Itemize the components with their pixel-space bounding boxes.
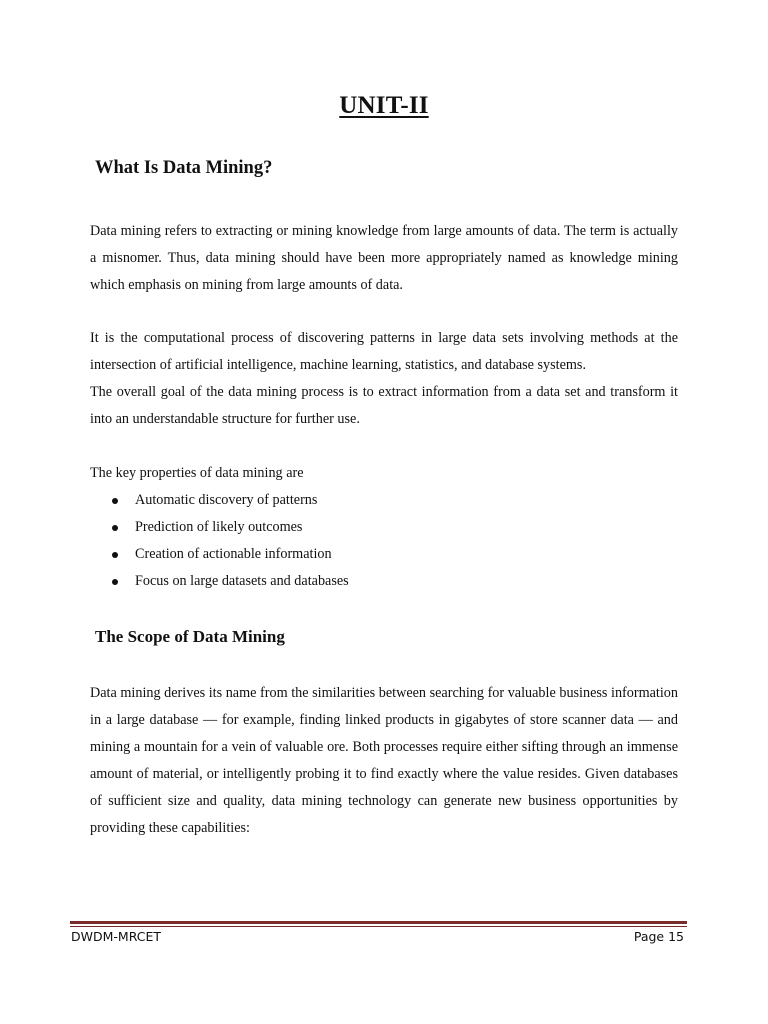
paragraph-key-properties-intro: The key properties of data mining are (90, 465, 304, 481)
list-item (110, 541, 349, 568)
footer-page-number: Page 15 (633, 929, 684, 944)
list-item-text: Focus on large datasets and databases (135, 573, 349, 589)
paragraph-computational-process: It is the computational process of discovering patterns in large data sets involving methods at the intersection of artificial intelligence, machine learning, statistics, and database systems. (90, 330, 678, 373)
footer-course-code: DWDM-MRCET (71, 929, 162, 944)
bullet-dot-icon (112, 579, 118, 585)
list-item-text: Automatic discovery of patterns (135, 492, 318, 508)
bullet-dot-icon (112, 552, 118, 558)
list-item (110, 568, 349, 595)
paragraph-definition: Data mining refers to extracting or mining knowledge from large amounts of data. The term is actually a misnomer. Thus, data mining should have been more appropriately named as knowledge mining which emphasis on mining from large amounts of data. (90, 223, 678, 293)
bullet-dot-icon (112, 498, 118, 504)
section-heading-what-is-data-mining: What Is Data Mining? (95, 158, 273, 178)
unit-title: UNIT-II (339, 92, 429, 119)
bullet-dot-icon (112, 525, 118, 531)
key-properties-list (110, 487, 349, 595)
section-heading-scope-of-data-mining: The Scope of Data Mining (95, 627, 285, 646)
list-item (110, 487, 349, 514)
list-item-text: Creation of actionable information (135, 546, 332, 562)
paragraph-overall-goal: The overall goal of the data mining process is to extract information from a data set and transform it into an understandable structure for further use. (90, 384, 678, 427)
footer-divider-thick (70, 921, 687, 924)
list-item (110, 514, 349, 541)
list-item-text: Prediction of likely outcomes (135, 519, 303, 535)
footer-divider-thin (70, 926, 687, 927)
paragraph-scope: Data mining derives its name from the similarities between searching for valuable business information in a large database — for example, finding linked products in gigabytes of store scanner data — and mining a mountain for a vein of valuable ore. Both processes require either sifting through an immense amount of material, or intelligently probing it to find exactly where the value resides. Given databases of sufficient size and quality, data mining technology can generate new business opportunities by providing these capabilities: (90, 685, 678, 836)
